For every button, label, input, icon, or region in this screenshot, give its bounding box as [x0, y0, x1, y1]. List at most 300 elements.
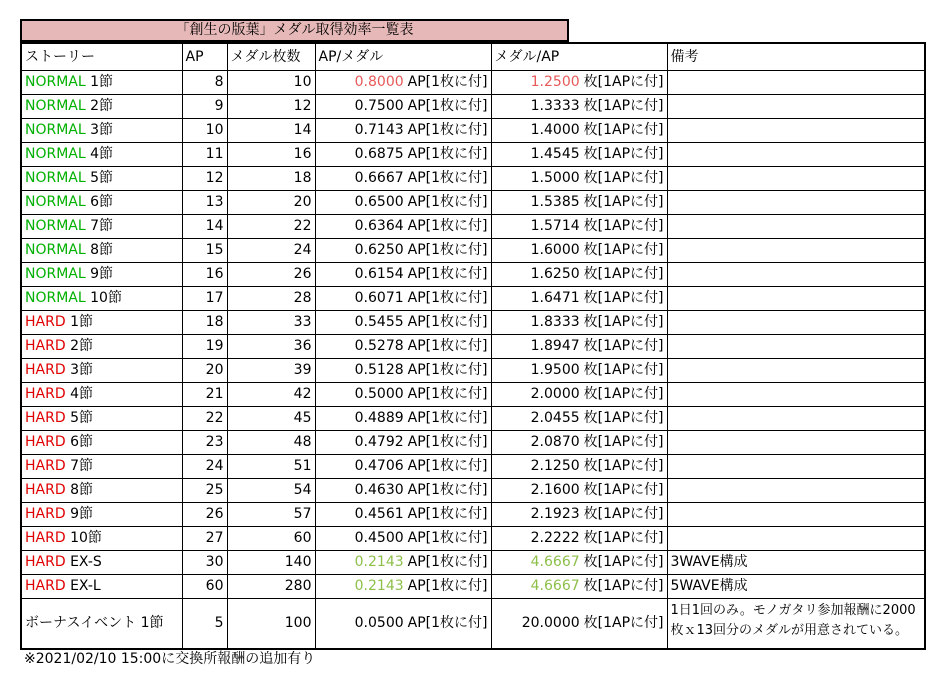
- table-row: [21, 263, 925, 287]
- apm-unit: AP[1枚に付]: [407, 266, 488, 282]
- bonus-label: ボーナスイベント 1節: [21, 599, 182, 649]
- difficulty-tag: HARD: [25, 578, 66, 594]
- mpa-value: 1.8333: [530, 314, 580, 330]
- ap-per-medal-cell: [315, 359, 491, 383]
- medals-cell: 36: [227, 335, 315, 359]
- table-row: [21, 527, 925, 551]
- apm-value: 0.4792: [354, 434, 404, 450]
- note-cell: [667, 119, 925, 143]
- mpa-value: 1.8947: [530, 338, 580, 354]
- story-cell: [21, 263, 182, 287]
- mpa-value: 1.5385: [530, 194, 580, 210]
- mpa-unit: 枚[1APに付]: [583, 242, 664, 258]
- ap-cell: 24: [182, 455, 227, 479]
- ap-cell: 17: [182, 287, 227, 311]
- ap-per-medal-cell: [315, 527, 491, 551]
- note-cell: [667, 191, 925, 215]
- bonus-medal-per-ap: [491, 599, 667, 649]
- story-cell: [21, 455, 182, 479]
- apm-unit: AP[1枚に付]: [407, 122, 488, 138]
- ap-per-medal-cell: [315, 215, 491, 239]
- bonus-mpa-unit: 枚[1APに付]: [583, 615, 664, 632]
- ap-per-medal-cell: [315, 383, 491, 407]
- apm-value: 0.7143: [354, 122, 404, 138]
- mpa-value: 1.3333: [530, 98, 580, 114]
- mpa-value: 2.1923: [530, 506, 580, 522]
- difficulty-tag: HARD: [25, 410, 66, 426]
- difficulty-tag: NORMAL: [25, 194, 86, 210]
- stage-label: 9節: [70, 506, 93, 522]
- mpa-value: 2.2222: [530, 530, 580, 546]
- mpa-unit: 枚[1APに付]: [583, 554, 664, 570]
- medal-per-ap-cell: [491, 431, 667, 455]
- medal-per-ap-cell: [491, 143, 667, 167]
- medal-per-ap-cell: [491, 191, 667, 215]
- stage-label: 2節: [70, 338, 93, 354]
- medal-per-ap-cell: [491, 287, 667, 311]
- medal-per-ap-cell: [491, 215, 667, 239]
- apm-value: 0.6250: [354, 242, 404, 258]
- bonus-note: 1日1回のみ。モノガタリ参加報酬に2000枚ｘ13回分のメダルが用意されている。: [667, 599, 925, 649]
- apm-unit: AP[1枚に付]: [407, 98, 488, 114]
- table-row: [21, 287, 925, 311]
- story-cell: [21, 431, 182, 455]
- medals-cell: 26: [227, 263, 315, 287]
- difficulty-tag: HARD: [25, 434, 66, 450]
- table-row: [21, 359, 925, 383]
- mpa-unit: 枚[1APに付]: [583, 314, 664, 330]
- difficulty-tag: NORMAL: [25, 218, 86, 234]
- apm-value: 0.4706: [354, 458, 404, 474]
- difficulty-tag: NORMAL: [25, 170, 86, 186]
- ap-per-medal-cell: [315, 239, 491, 263]
- mpa-unit: 枚[1APに付]: [583, 266, 664, 282]
- mpa-unit: 枚[1APに付]: [583, 458, 664, 474]
- medal-efficiency-table: [20, 42, 926, 650]
- ap-cell: 8: [182, 71, 227, 95]
- ap-per-medal-cell: [315, 167, 491, 191]
- note-cell: [667, 479, 925, 503]
- ap-cell: 19: [182, 335, 227, 359]
- medals-cell: 42: [227, 383, 315, 407]
- mpa-value: 1.5714: [530, 218, 580, 234]
- mpa-unit: 枚[1APに付]: [583, 170, 664, 186]
- table-row: [21, 455, 925, 479]
- bonus-medals: 100: [227, 599, 315, 649]
- table-row: [21, 71, 925, 95]
- table-row: [21, 407, 925, 431]
- note-cell: [667, 311, 925, 335]
- apm-unit: AP[1枚に付]: [407, 74, 488, 90]
- medal-per-ap-cell: [491, 503, 667, 527]
- difficulty-tag: NORMAL: [25, 146, 86, 162]
- story-cell: [21, 95, 182, 119]
- table-row: [21, 239, 925, 263]
- mpa-value: 4.6667: [530, 578, 580, 594]
- stage-label: 1節: [70, 314, 93, 330]
- apm-value: 0.6364: [354, 218, 404, 234]
- ap-cell: 9: [182, 95, 227, 119]
- apm-value: 0.5128: [354, 362, 404, 378]
- stage-label: 5節: [70, 410, 93, 426]
- medals-cell: 48: [227, 431, 315, 455]
- ap-cell: 26: [182, 503, 227, 527]
- story-cell: [21, 335, 182, 359]
- apm-unit: AP[1枚に付]: [407, 338, 488, 354]
- table-row: [21, 143, 925, 167]
- table-body: [21, 71, 925, 599]
- mpa-unit: 枚[1APに付]: [583, 146, 664, 162]
- table-row-bonus: [21, 599, 925, 649]
- medal-per-ap-cell: [491, 407, 667, 431]
- header-ap: AP: [182, 43, 227, 71]
- apm-unit: AP[1枚に付]: [407, 218, 488, 234]
- mpa-value: 1.5000: [530, 170, 580, 186]
- mpa-value: 1.9500: [530, 362, 580, 378]
- apm-value: 0.8000: [354, 74, 404, 90]
- difficulty-tag: HARD: [25, 530, 66, 546]
- apm-value: 0.4561: [354, 506, 404, 522]
- table-title: 「創生の版葉」メダル取得効率一覧表: [20, 19, 569, 42]
- ap-per-medal-cell: [315, 407, 491, 431]
- ap-per-medal-cell: [315, 191, 491, 215]
- bonus-mpa-value: 20.0000: [521, 615, 580, 632]
- difficulty-tag: NORMAL: [25, 122, 86, 138]
- mpa-unit: 枚[1APに付]: [583, 218, 664, 234]
- medal-per-ap-cell: [491, 455, 667, 479]
- difficulty-tag: HARD: [25, 458, 66, 474]
- ap-per-medal-cell: [315, 143, 491, 167]
- medal-per-ap-cell: [491, 71, 667, 95]
- medal-per-ap-cell: [491, 311, 667, 335]
- difficulty-tag: NORMAL: [25, 266, 86, 282]
- apm-value: 0.6500: [354, 194, 404, 210]
- note-cell: [667, 335, 925, 359]
- bonus-ap: 5: [182, 599, 227, 649]
- note-cell: [667, 383, 925, 407]
- medal-per-ap-cell: [491, 263, 667, 287]
- mpa-value: 4.6667: [530, 554, 580, 570]
- medal-per-ap-cell: [491, 383, 667, 407]
- mpa-value: 1.6471: [530, 290, 580, 306]
- header-ap-per-medal: AP/メダル: [315, 43, 491, 71]
- medals-cell: 28: [227, 287, 315, 311]
- apm-unit: AP[1枚に付]: [407, 194, 488, 210]
- mpa-unit: 枚[1APに付]: [583, 386, 664, 402]
- story-cell: [21, 383, 182, 407]
- table-row: [21, 551, 925, 575]
- ap-per-medal-cell: [315, 263, 491, 287]
- table-row: [21, 167, 925, 191]
- note-cell: [667, 95, 925, 119]
- ap-cell: 21: [182, 383, 227, 407]
- medals-cell: 60: [227, 527, 315, 551]
- medal-per-ap-cell: [491, 335, 667, 359]
- note-cell: [667, 215, 925, 239]
- medal-per-ap-cell: [491, 239, 667, 263]
- difficulty-tag: NORMAL: [25, 74, 86, 90]
- story-cell: [21, 191, 182, 215]
- ap-cell: 20: [182, 359, 227, 383]
- mpa-value: 2.0870: [530, 434, 580, 450]
- difficulty-tag: HARD: [25, 506, 66, 522]
- story-cell: [21, 503, 182, 527]
- ap-per-medal-cell: [315, 311, 491, 335]
- ap-per-medal-cell: [315, 287, 491, 311]
- apm-value: 0.5000: [354, 386, 404, 402]
- ap-cell: 27: [182, 527, 227, 551]
- header-notes: 備考: [667, 43, 925, 71]
- note-cell: [667, 359, 925, 383]
- apm-unit: AP[1枚に付]: [407, 458, 488, 474]
- mpa-unit: 枚[1APに付]: [583, 482, 664, 498]
- medals-cell: 39: [227, 359, 315, 383]
- mpa-value: 1.6250: [530, 266, 580, 282]
- stage-label: 4節: [90, 146, 114, 162]
- mpa-unit: 枚[1APに付]: [583, 98, 664, 114]
- ap-cell: 12: [182, 167, 227, 191]
- stage-label: 10節: [70, 530, 102, 546]
- note-cell: [667, 263, 925, 287]
- apm-unit: AP[1枚に付]: [407, 506, 488, 522]
- ap-per-medal-cell: [315, 575, 491, 599]
- apm-value: 0.6154: [354, 266, 404, 282]
- mpa-value: 1.2500: [530, 74, 580, 90]
- apm-value: 0.5455: [354, 314, 404, 330]
- apm-unit: AP[1枚に付]: [407, 578, 488, 594]
- story-cell: [21, 215, 182, 239]
- ap-cell: 13: [182, 191, 227, 215]
- stage-label: 8節: [90, 242, 114, 258]
- ap-cell: 60: [182, 575, 227, 599]
- bonus-apm-value: 0.0500: [354, 615, 404, 632]
- ap-per-medal-cell: [315, 95, 491, 119]
- apm-unit: AP[1枚に付]: [407, 434, 488, 450]
- difficulty-tag: HARD: [25, 386, 66, 402]
- mpa-value: 1.6000: [530, 242, 580, 258]
- mpa-value: 2.1250: [530, 458, 580, 474]
- note-cell: [667, 527, 925, 551]
- medal-per-ap-cell: [491, 95, 667, 119]
- medal-per-ap-cell: [491, 479, 667, 503]
- medals-cell: 54: [227, 479, 315, 503]
- note-cell: [667, 455, 925, 479]
- stage-label: 3節: [70, 362, 93, 378]
- ap-cell: 10: [182, 119, 227, 143]
- medals-cell: 280: [227, 575, 315, 599]
- medals-cell: 51: [227, 455, 315, 479]
- apm-unit: AP[1枚に付]: [407, 386, 488, 402]
- story-cell: [21, 575, 182, 599]
- ap-per-medal-cell: [315, 119, 491, 143]
- apm-value: 0.4889: [354, 410, 404, 426]
- story-cell: [21, 311, 182, 335]
- medals-cell: 33: [227, 311, 315, 335]
- stage-label: 7節: [90, 218, 114, 234]
- difficulty-tag: HARD: [25, 482, 66, 498]
- mpa-value: 1.4000: [530, 122, 580, 138]
- table-row: [21, 479, 925, 503]
- difficulty-tag: NORMAL: [25, 242, 86, 258]
- bonus-ap-per-medal: [315, 599, 491, 649]
- medal-per-ap-cell: [491, 359, 667, 383]
- ap-per-medal-cell: [315, 503, 491, 527]
- mpa-unit: 枚[1APに付]: [583, 578, 664, 594]
- table-row: [21, 191, 925, 215]
- medals-cell: 45: [227, 407, 315, 431]
- table-row: [21, 119, 925, 143]
- note-cell: [667, 407, 925, 431]
- medal-per-ap-cell: [491, 575, 667, 599]
- story-cell: [21, 239, 182, 263]
- table-row: [21, 95, 925, 119]
- story-cell: [21, 479, 182, 503]
- mpa-value: 1.4545: [530, 146, 580, 162]
- medal-per-ap-cell: [491, 551, 667, 575]
- story-cell: [21, 551, 182, 575]
- stage-label: 6節: [70, 434, 93, 450]
- apm-unit: AP[1枚に付]: [407, 530, 488, 546]
- mpa-unit: 枚[1APに付]: [583, 506, 664, 522]
- mpa-unit: 枚[1APに付]: [583, 74, 664, 90]
- table-row: [21, 335, 925, 359]
- stage-label: 1節: [90, 74, 114, 90]
- story-cell: [21, 71, 182, 95]
- mpa-unit: 枚[1APに付]: [583, 530, 664, 546]
- ap-cell: 11: [182, 143, 227, 167]
- table-row: [21, 503, 925, 527]
- note-cell: [667, 167, 925, 191]
- apm-unit: AP[1枚に付]: [407, 170, 488, 186]
- apm-unit: AP[1枚に付]: [407, 242, 488, 258]
- note-cell: [667, 143, 925, 167]
- header-row: [21, 43, 925, 71]
- story-cell: [21, 287, 182, 311]
- mpa-unit: 枚[1APに付]: [583, 410, 664, 426]
- story-cell: [21, 119, 182, 143]
- apm-value: 0.2143: [354, 554, 404, 570]
- apm-unit: AP[1枚に付]: [407, 410, 488, 426]
- table-row: [21, 431, 925, 455]
- medal-per-ap-cell: [491, 527, 667, 551]
- ap-cell: 22: [182, 407, 227, 431]
- ap-cell: 18: [182, 311, 227, 335]
- ap-per-medal-cell: [315, 479, 491, 503]
- stage-label: 10節: [90, 290, 122, 306]
- ap-per-medal-cell: [315, 455, 491, 479]
- note-cell: [667, 503, 925, 527]
- apm-unit: AP[1枚に付]: [407, 362, 488, 378]
- medals-cell: 18: [227, 167, 315, 191]
- table-row: [21, 575, 925, 599]
- stage-label: EX-L: [70, 578, 101, 594]
- apm-unit: AP[1枚に付]: [407, 290, 488, 306]
- stage-label: 4節: [70, 386, 93, 402]
- stage-label: 3節: [90, 122, 114, 138]
- medals-cell: 16: [227, 143, 315, 167]
- apm-value: 0.6875: [354, 146, 404, 162]
- note-cell: 3WAVE構成: [667, 551, 925, 575]
- bonus-apm-unit: AP[1枚に付]: [407, 615, 488, 632]
- story-cell: [21, 167, 182, 191]
- ap-cell: 14: [182, 215, 227, 239]
- stage-label: 6節: [90, 194, 114, 210]
- medals-cell: 22: [227, 215, 315, 239]
- apm-value: 0.2143: [354, 578, 404, 594]
- medal-per-ap-cell: [491, 119, 667, 143]
- table-row: [21, 311, 925, 335]
- note-cell: 5WAVE構成: [667, 575, 925, 599]
- difficulty-tag: HARD: [25, 554, 66, 570]
- difficulty-tag: NORMAL: [25, 98, 86, 114]
- stage-label: 5節: [90, 170, 114, 186]
- mpa-unit: 枚[1APに付]: [583, 362, 664, 378]
- medals-cell: 10: [227, 71, 315, 95]
- ap-cell: 23: [182, 431, 227, 455]
- apm-value: 0.4500: [354, 530, 404, 546]
- medals-cell: 24: [227, 239, 315, 263]
- mpa-value: 2.0000: [530, 386, 580, 402]
- note-cell: [667, 71, 925, 95]
- mpa-unit: 枚[1APに付]: [583, 338, 664, 354]
- medal-per-ap-cell: [491, 167, 667, 191]
- stage-label: 2節: [90, 98, 114, 114]
- ap-cell: 30: [182, 551, 227, 575]
- story-cell: [21, 359, 182, 383]
- apm-unit: AP[1枚に付]: [407, 482, 488, 498]
- ap-per-medal-cell: [315, 335, 491, 359]
- medals-cell: 140: [227, 551, 315, 575]
- ap-cell: 15: [182, 239, 227, 263]
- table-row: [21, 383, 925, 407]
- medals-cell: 57: [227, 503, 315, 527]
- apm-unit: AP[1枚に付]: [407, 146, 488, 162]
- mpa-unit: 枚[1APに付]: [583, 194, 664, 210]
- apm-value: 0.6071: [354, 290, 404, 306]
- apm-unit: AP[1枚に付]: [407, 314, 488, 330]
- mpa-value: 2.0455: [530, 410, 580, 426]
- difficulty-tag: HARD: [25, 314, 66, 330]
- mpa-unit: 枚[1APに付]: [583, 290, 664, 306]
- apm-value: 0.4630: [354, 482, 404, 498]
- mpa-value: 2.1600: [530, 482, 580, 498]
- note-cell: [667, 287, 925, 311]
- stage-label: EX-S: [70, 554, 102, 570]
- story-cell: [21, 407, 182, 431]
- footnote: ※2021/02/10 15:00に交換所報酬の追加有り: [24, 651, 316, 667]
- difficulty-tag: HARD: [25, 362, 66, 378]
- medals-cell: 20: [227, 191, 315, 215]
- apm-value: 0.6667: [354, 170, 404, 186]
- medals-cell: 14: [227, 119, 315, 143]
- apm-unit: AP[1枚に付]: [407, 554, 488, 570]
- mpa-unit: 枚[1APに付]: [583, 122, 664, 138]
- note-cell: [667, 239, 925, 263]
- ap-cell: 25: [182, 479, 227, 503]
- apm-value: 0.7500: [354, 98, 404, 114]
- story-cell: [21, 143, 182, 167]
- header-medal-per-ap: メダル/AP: [491, 43, 667, 71]
- note-cell: [667, 431, 925, 455]
- stage-label: 7節: [70, 458, 93, 474]
- stage-label: 8節: [70, 482, 93, 498]
- table-row: [21, 215, 925, 239]
- story-cell: [21, 527, 182, 551]
- header-medals: メダル枚数: [227, 43, 315, 71]
- ap-per-medal-cell: [315, 71, 491, 95]
- header-story: ストーリー: [21, 43, 182, 71]
- difficulty-tag: NORMAL: [25, 290, 86, 306]
